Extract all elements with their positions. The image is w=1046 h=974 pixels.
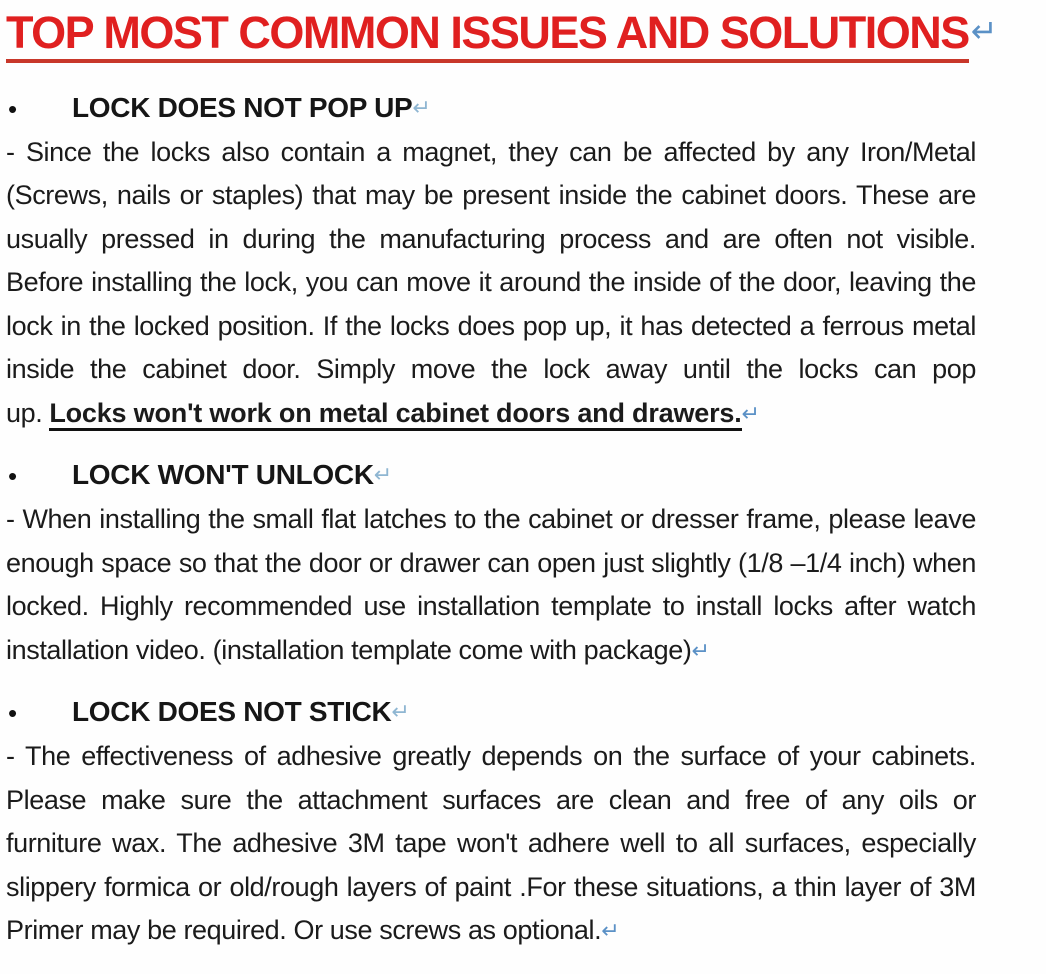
section-lock-wont-unlock [6, 459, 976, 672]
issue-heading: LOCK DOES NOT STICK [72, 696, 392, 727]
line-break-mark-icon: ↵ [601, 918, 620, 943]
line-break-mark-icon: ↵ [373, 462, 393, 487]
line-break-mark-icon: ↵ [970, 13, 998, 49]
page-title-text: TOP MOST COMMON ISSUES AND SOLUTIONS [6, 7, 969, 63]
issue-bold-note: Locks won't work on metal cabinet doors and drawers. [49, 398, 741, 431]
line-break-mark-icon: ↵ [691, 637, 710, 663]
bullet-icon: • [8, 461, 18, 491]
line-break-mark-icon: ↵ [391, 699, 410, 724]
line-break-mark-icon: ↵ [741, 400, 760, 426]
page-title [6, 7, 998, 58]
line-break-mark-icon: ↵ [412, 94, 431, 120]
issue-heading: LOCK WON'T UNLOCK [72, 459, 374, 490]
issue-paragraph-text: - The effectiveness of adhesive greatly depends on the surface of your cabinets. Please make sure the attachment surfaces are clean and free of any oils or furniture wax. The adhesive 3M tape won't adhere well to all surfaces, especially slippery formica or old/rough layers of paint .For these situations, a thin layer of 3M Primer may be required. Or use screws as optional. [6, 741, 976, 945]
issue-paragraph [6, 498, 976, 672]
issue-paragraph [6, 735, 976, 953]
issue-paragraph [6, 131, 976, 436]
issue-heading-row [6, 92, 976, 124]
issue-heading-row [6, 696, 976, 728]
bullet-icon: • [8, 93, 18, 124]
issue-heading: LOCK DOES NOT POP UP [72, 91, 413, 123]
section-lock-does-not-stick [6, 696, 976, 953]
issue-paragraph-text: - When installing the small flat latches to the cabinet or dresser frame, please leave enough space so that the door or drawer can open just slightly (1/8 –1/4 inch) when locked. Highly recommended use installation template to install locks after watch installation video. (installation template come with package) [6, 504, 976, 665]
issue-heading-row [6, 459, 976, 491]
issue-paragraph-text: - Since the locks also contain a magnet, they can be affected by any Iron/Metal (Screws, nails or staples) that may be present inside the cabinet doors. These are usually pressed in during the manufacturing process and are often not visible. Before installing the lock, you can move it around the inside of the door, leaving the lock in the locked position. If the locks does pop up, it has detected a ferrous metal inside the cabinet door. Simply move the lock away until the locks can pop up. [6, 136, 976, 428]
bullet-icon: • [8, 698, 18, 728]
section-lock-does-not-pop-up [6, 92, 976, 436]
